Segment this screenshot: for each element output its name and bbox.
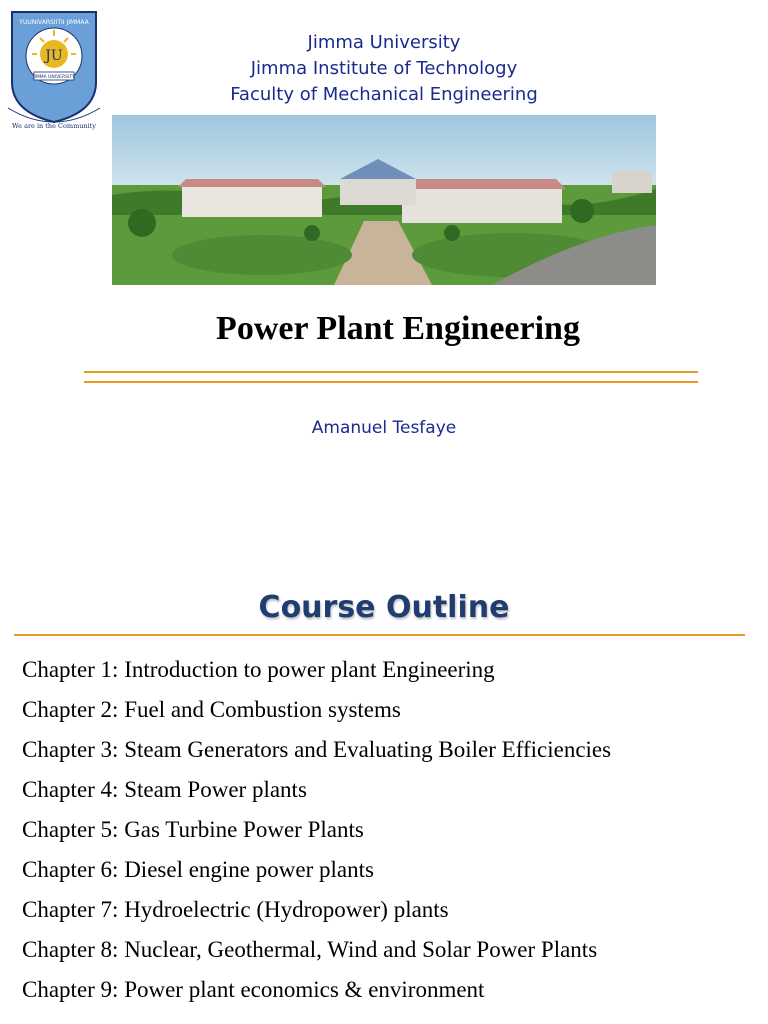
university-logo: [6, 8, 102, 132]
title-divider-bottom: [84, 381, 698, 383]
faculty-name: Faculty of Mechanical Engineering: [230, 84, 538, 105]
chapter-item: Chapter 4: Steam Power plants: [22, 777, 307, 802]
chapter-item: Chapter 8: Nuclear, Geothermal, Wind and Solar Power Plants: [22, 937, 598, 962]
campus-photo: [112, 115, 656, 285]
chapter-item: Chapter 3: Steam Generators and Evaluating Boiler Efficiencies: [22, 737, 612, 762]
chapter-item: Chapter 7: Hydroelectric (Hydropower) plants: [22, 897, 449, 922]
chapter-list: [22, 650, 611, 1010]
author-name: Amanuel Tesfaye: [311, 418, 457, 438]
svg-text:JU: JU: [45, 48, 63, 64]
svg-text:We are in the Community: We are in the Community: [12, 122, 96, 130]
course-outline-heading: Course Outline: [258, 590, 510, 625]
chapter-item: Chapter 6: Diesel engine power plants: [22, 857, 374, 882]
chapter-item: Chapter 5: Gas Turbine Power Plants: [22, 817, 364, 842]
presentation-title: Power Plant Engineering: [216, 310, 580, 347]
institution-header: [170, 30, 598, 108]
chapter-item: Chapter 1: Introduction to power plant Engineering: [22, 657, 495, 682]
svg-text:JIMMA UNIVERSITY: JIMMA UNIVERSITY: [33, 75, 75, 80]
title-divider-top: [84, 371, 698, 373]
outline-divider: [14, 634, 745, 636]
chapter-item: Chapter 2: Fuel and Combustion systems: [22, 697, 401, 722]
chapter-item: Chapter 9: Power plant economics & environment: [22, 977, 485, 1002]
university-name: Jimma University: [307, 32, 461, 53]
institute-name: Jimma Institute of Technology: [250, 58, 518, 79]
svg-text:YUUNIVARSIITII JIMMAA: YUUNIVARSIITII JIMMAA: [19, 19, 89, 26]
